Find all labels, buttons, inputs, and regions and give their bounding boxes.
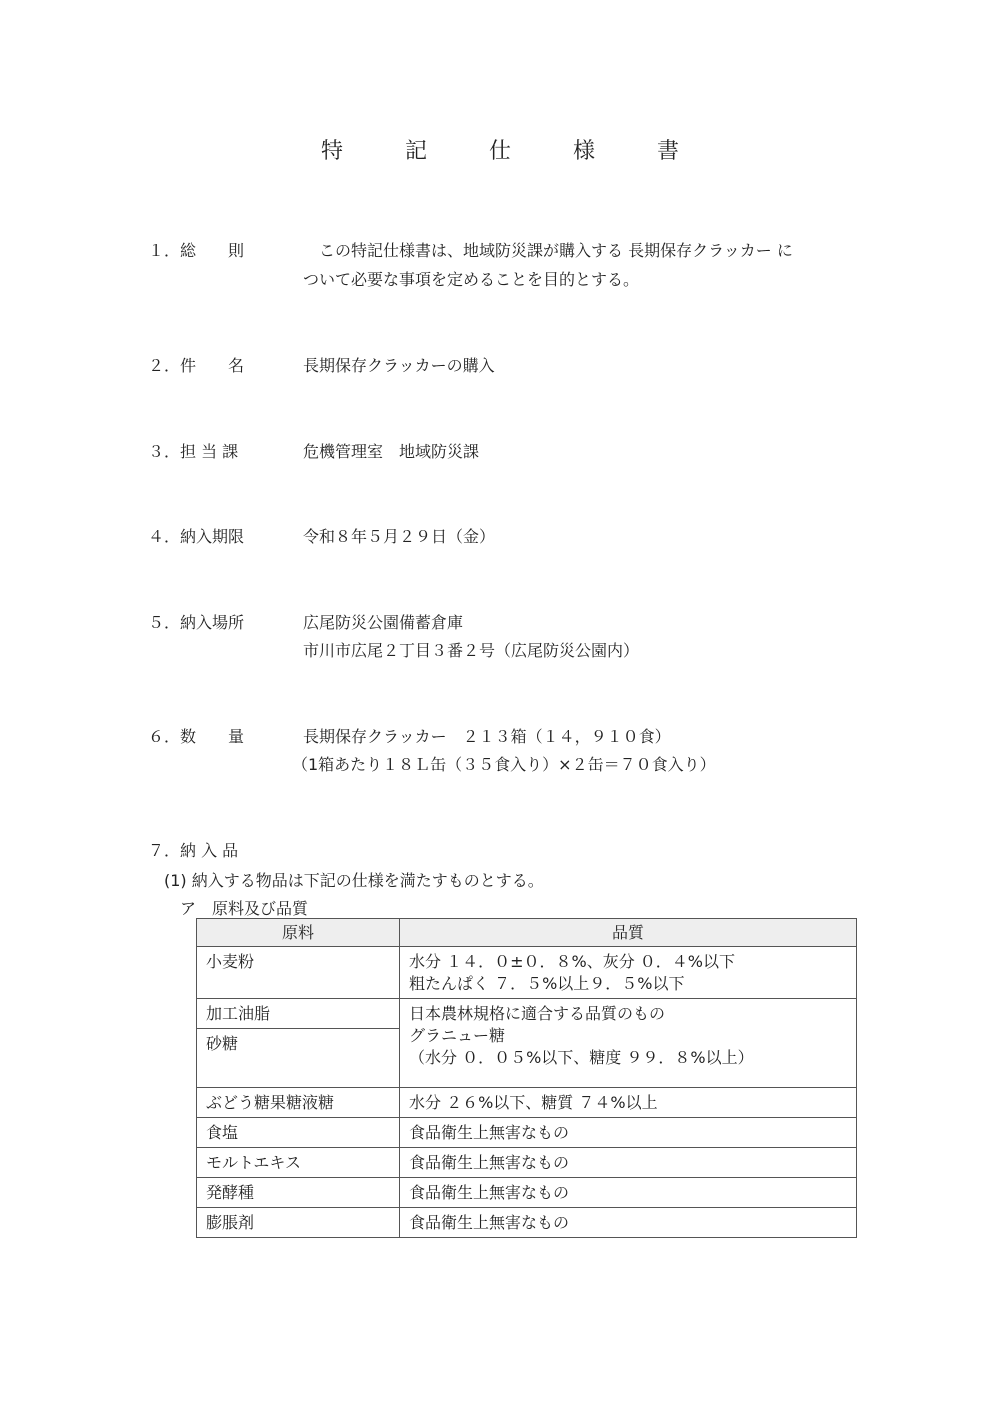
section-text-location-line1: 広尾防災公園備蓄倉庫 — [303, 613, 464, 632]
materials-quality-table — [196, 918, 857, 1238]
table-cell-material: 膨脹剤 — [197, 1208, 400, 1238]
table-cell-quality: 食品衛生上無害なもの — [400, 1148, 857, 1178]
table-row — [197, 1208, 857, 1238]
table-cell-material: ぶどう糖果糖液糖 — [197, 1088, 400, 1118]
table-header-row — [197, 919, 857, 947]
table-cell-quality: 食品衛生上無害なもの — [400, 1208, 857, 1238]
table-cell-material: 小麦粉 — [197, 947, 400, 999]
section-label-deadline: ４．納入期限 — [148, 527, 245, 546]
table-cell-material: モルトエキス — [197, 1148, 400, 1178]
section-text-quantity-line2: （1箱あたり１８Ｌ缶（３５食入り）×２缶＝７０食入り） — [292, 755, 716, 774]
table-row — [197, 1148, 857, 1178]
table-cell-quality: 水分 ２６%以下、糖質 ７４%以上 — [400, 1088, 857, 1118]
section-text-general-line2: ついて必要な事項を定めることを目的とする。 — [303, 270, 640, 289]
table-cell-quality — [400, 999, 857, 1088]
table-header-quality: 品質 — [400, 919, 857, 947]
table-cell-material: 食塩 — [197, 1118, 400, 1148]
table-row — [197, 947, 857, 999]
section-text-subject: 長期保存クラッカーの購入 — [303, 356, 495, 375]
quality-line: 水分 １４．０±０．８%、灰分 ０．４%以下 — [409, 952, 735, 971]
section-text-deadline: 令和８年５月２９日（金） — [303, 527, 496, 546]
section-label-quantity: ６．数 量 — [148, 727, 245, 746]
section-text-department: 危機管理室 地域防災課 — [303, 442, 480, 461]
quality-line: （水分 ０．０５%以下、糖度 ９９．８%以上） — [409, 1048, 754, 1067]
table-cell-quality: 食品衛生上無害なもの — [400, 1118, 857, 1148]
section-label-items: ７．納 入 品 — [148, 841, 239, 860]
document-title: 特 記 仕 様 書 — [320, 139, 699, 164]
quality-line: グラニュー糖 — [409, 1026, 506, 1045]
section-text-location-line2: 市川市広尾２丁目３番２号（広尾防災公園内） — [303, 641, 640, 660]
subsection-text: (1) 納入する物品は下記の仕様を満たすものとする。 — [164, 871, 544, 890]
table-cell-material: 加工油脂 — [197, 999, 400, 1029]
quality-line: 粗たんぱく ７．５%以上９．５%以下 — [409, 974, 685, 993]
table-cell-material: 発酵種 — [197, 1178, 400, 1208]
section-label-location: ５．納入場所 — [148, 613, 245, 632]
table-row — [197, 999, 857, 1029]
table-cell-quality: 食品衛生上無害なもの — [400, 1178, 857, 1208]
table-row — [197, 1118, 857, 1148]
table-row — [197, 1178, 857, 1208]
section-text-general-line1: この特記仕様書は、地域防災課が購入する 長期保存クラッカー に — [303, 241, 793, 260]
quality-line: 日本農林規格に適合する品質のもの — [409, 1004, 666, 1023]
section-label-subject: ２．件 名 — [148, 356, 245, 375]
section-label-department: ３．担 当 課 — [148, 442, 239, 461]
table-cell-material: 砂糖 — [197, 1029, 400, 1088]
table-cell-quality — [400, 947, 857, 999]
table-row — [197, 1088, 857, 1118]
section-label-general: １．総 則 — [148, 241, 245, 260]
section-text-quantity-line1: 長期保存クラッカー ２１３箱（１４，９１０食） — [303, 727, 671, 746]
table-header-material: 原料 — [197, 919, 400, 947]
subsubsection-heading: ア 原料及び品質 — [180, 899, 309, 918]
